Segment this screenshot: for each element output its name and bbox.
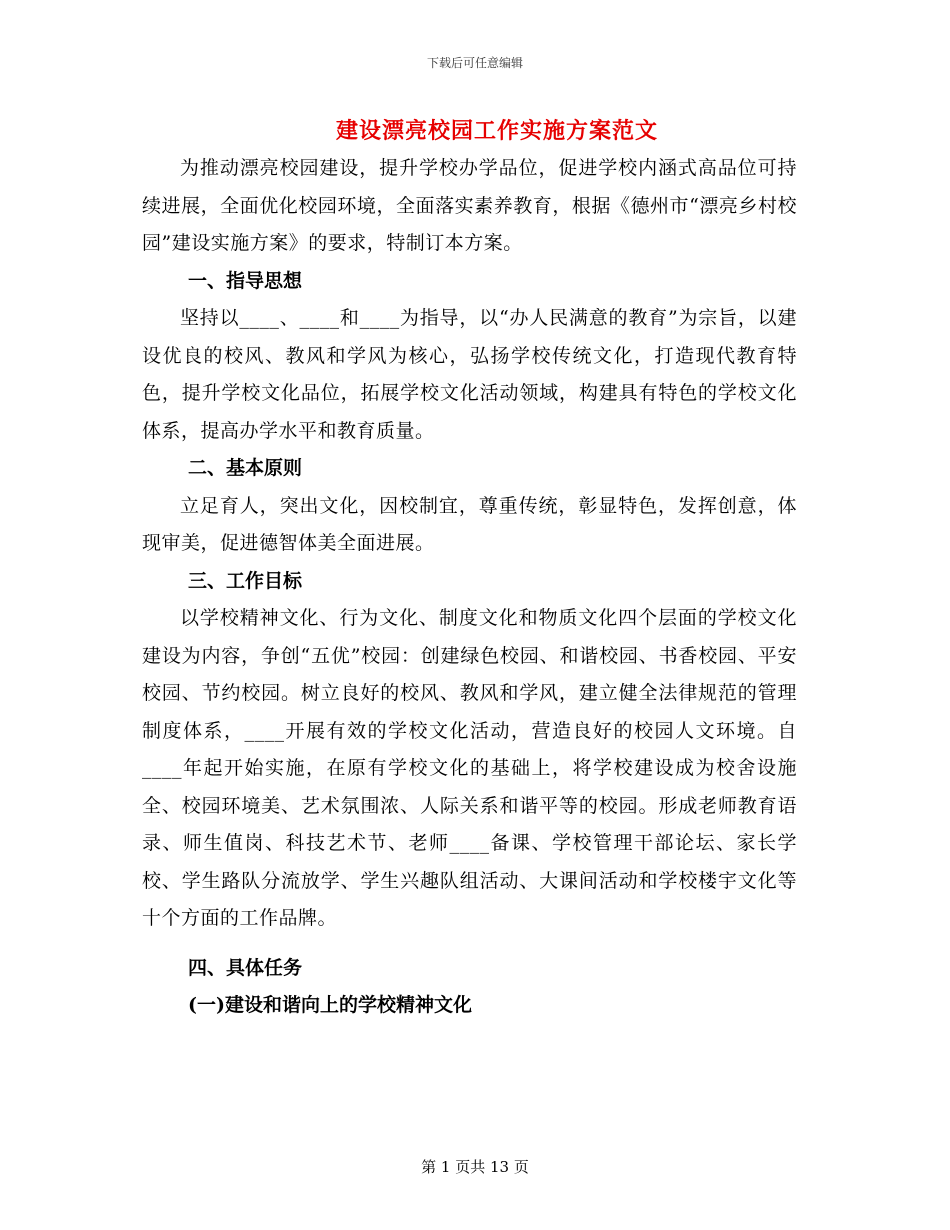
page-footer: 第 1 页共 13 页 xyxy=(421,1158,529,1176)
section-body-guiding: 坚持以____、____和____为指导，以“办人民满意的教育”为宗旨，以建设优良的校风、教风和学风为核心，弘扬学校传统文化，打造现代教育特色，提升学校文化品位，拓展学校文化活动领域，构建具有特色的学校文化体系，提高办学水平和教育质量。 xyxy=(142,307,797,442)
section-heading-principles: 二、基本原则 xyxy=(188,457,303,479)
section-heading-goals: 三、工作目标 xyxy=(188,569,303,592)
section-body-principles: 立足育人，突出文化，因校制宜，尊重传统，彰显特色，发挥创意，体现审美，促进德智体美全面进展。 xyxy=(142,494,797,554)
section-heading-guiding: 一、指导思想 xyxy=(188,269,303,292)
intro-paragraph: 为推动漂亮校园建设，提升学校办学品位，促进学校内涵式高品位可持续进展，全面优化校园环境，全面落实素养教育，根据《德州市“漂亮乡村校园”建设实施方案》的要求，特制订本方案。 xyxy=(142,157,797,254)
document-title: 建设漂亮校园工作实施方案范文 xyxy=(335,118,658,144)
subsection-heading-spirit-culture: (一)建设和谐向上的学校精神文化 xyxy=(188,994,472,1016)
section-heading-tasks: 四、具体任务 xyxy=(188,956,303,979)
section-body-goals: 以学校精神文化、行为文化、制度文化和物质文化四个层面的学校文化建设为内容，争创“五优”校园：创建绿色校园、和谐校园、书香校园、平安校园、节约校园。树立良好的校风、教风和学风，建立健全法律规范的管理制度体系，____开展有效的学校文化活动，营造良好的校园人文环境。自____年起开始实施，在原有学校文化的基础上，将学校建设成为校舍设施全、校园环境美、艺术氛围浓、人际关系和谐平等的校园。形成老师教育语录、师生值岗、科技艺术节、老师____备课、学校管理干部论坛、家长学校、学生路队分流放学、学生兴趣队组活动、大课间活动和学校楼宇文化等十个方面的工作品牌。 xyxy=(142,607,797,929)
header-note: 下载后可任意编辑 xyxy=(426,56,523,70)
document-body xyxy=(142,150,797,1025)
